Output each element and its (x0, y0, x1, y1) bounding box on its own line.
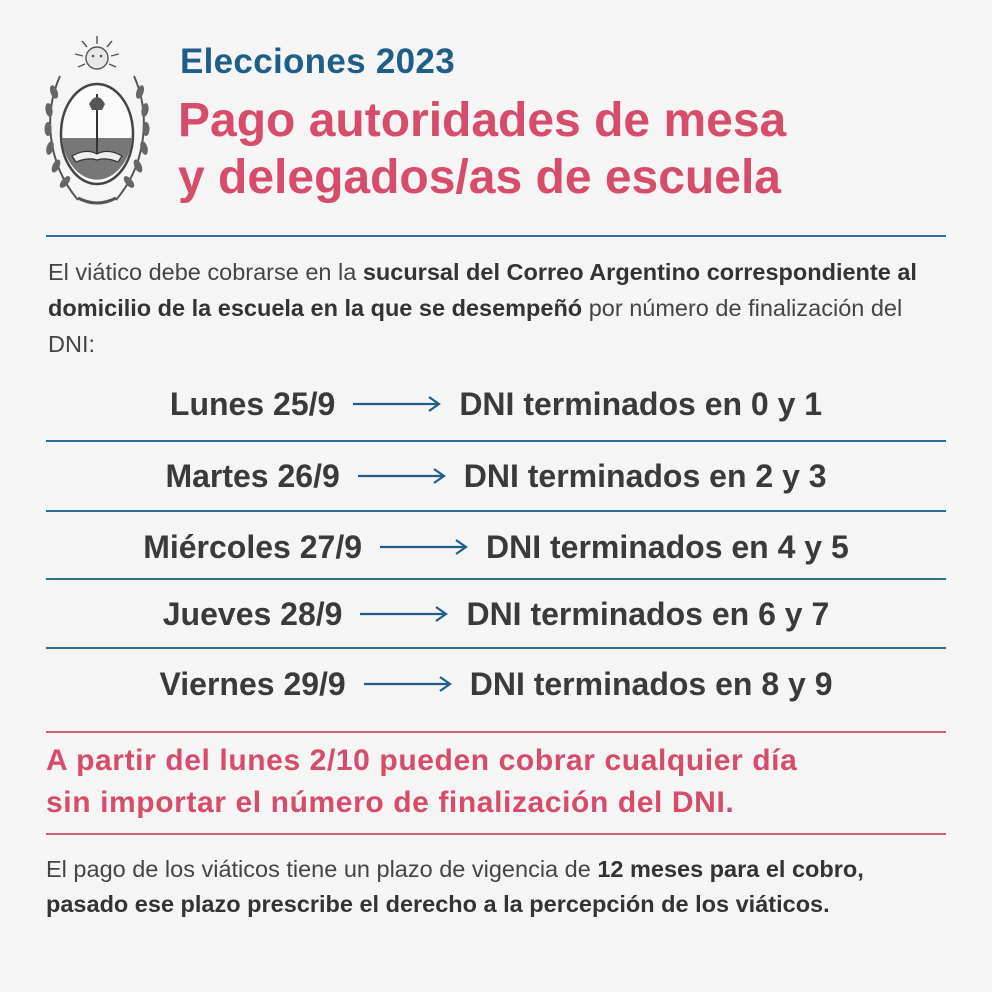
footer-bold-text: 12 meses para el cobro, pasado ese plazo prescribe el derecho a la percepción de los viáticos. (46, 856, 864, 917)
schedule-rule: DNI terminados en 6 y 7 (466, 595, 830, 632)
schedule-row-3 (0, 517, 992, 577)
schedule-row-2 (0, 446, 992, 506)
schedule-rule: DNI terminados en 8 y 9 (469, 665, 833, 702)
title-line-1: Pago autoridades de mesa (178, 94, 787, 147)
right-arrow-icon (356, 467, 448, 485)
notice-text (46, 740, 956, 824)
coat-of-arms-icon (38, 32, 156, 212)
divider (46, 647, 946, 649)
schedule-day: Miércoles 27/9 (143, 528, 362, 565)
divider (46, 833, 946, 835)
footer-paragraph (46, 852, 946, 922)
schedule-row-4 (0, 584, 992, 644)
intro-bold-text: sucursal del Correo Argentino correspondiente al domicilio de la escuela en la que se desempeñó (48, 259, 917, 321)
schedule-rule: DNI terminados en 4 y 5 (486, 528, 849, 565)
right-arrow-icon (358, 605, 450, 623)
schedule-day: Viernes 29/9 (159, 665, 346, 702)
schedule-rule: DNI terminados en 2 y 3 (463, 457, 827, 494)
divider (46, 235, 946, 237)
divider (46, 731, 946, 733)
divider (46, 510, 946, 512)
intro-text-end: por número de finalización del DNI: (48, 295, 903, 357)
schedule-day: Martes 26/9 (165, 457, 340, 494)
divider (46, 578, 946, 580)
notice-line-1: A partir del lunes 2/10 pueden cobrar cualquier día (46, 744, 798, 777)
right-arrow-icon (362, 675, 454, 693)
schedule-day: Lunes 25/9 (169, 385, 336, 422)
right-arrow-icon (351, 395, 443, 413)
right-arrow-icon (378, 538, 470, 556)
title-line-2: y delegados/as de escuela (178, 151, 781, 204)
header-kicker: Elecciones 2023 (180, 42, 455, 81)
schedule-row-5 (0, 654, 992, 714)
divider (46, 440, 946, 442)
intro-text: El viático debe cobrarse en la (48, 259, 363, 285)
schedule-row-1 (0, 374, 992, 434)
schedule-day: Jueves 28/9 (162, 595, 343, 632)
schedule-rule: DNI terminados en 0 y 1 (459, 385, 823, 422)
footer-text: El pago de los viáticos tiene un plazo de vigencia de (46, 856, 598, 882)
page-title (178, 92, 968, 206)
intro-paragraph (48, 254, 948, 362)
notice-line-2: sin importar el número de finalización del DNI. (46, 786, 735, 819)
